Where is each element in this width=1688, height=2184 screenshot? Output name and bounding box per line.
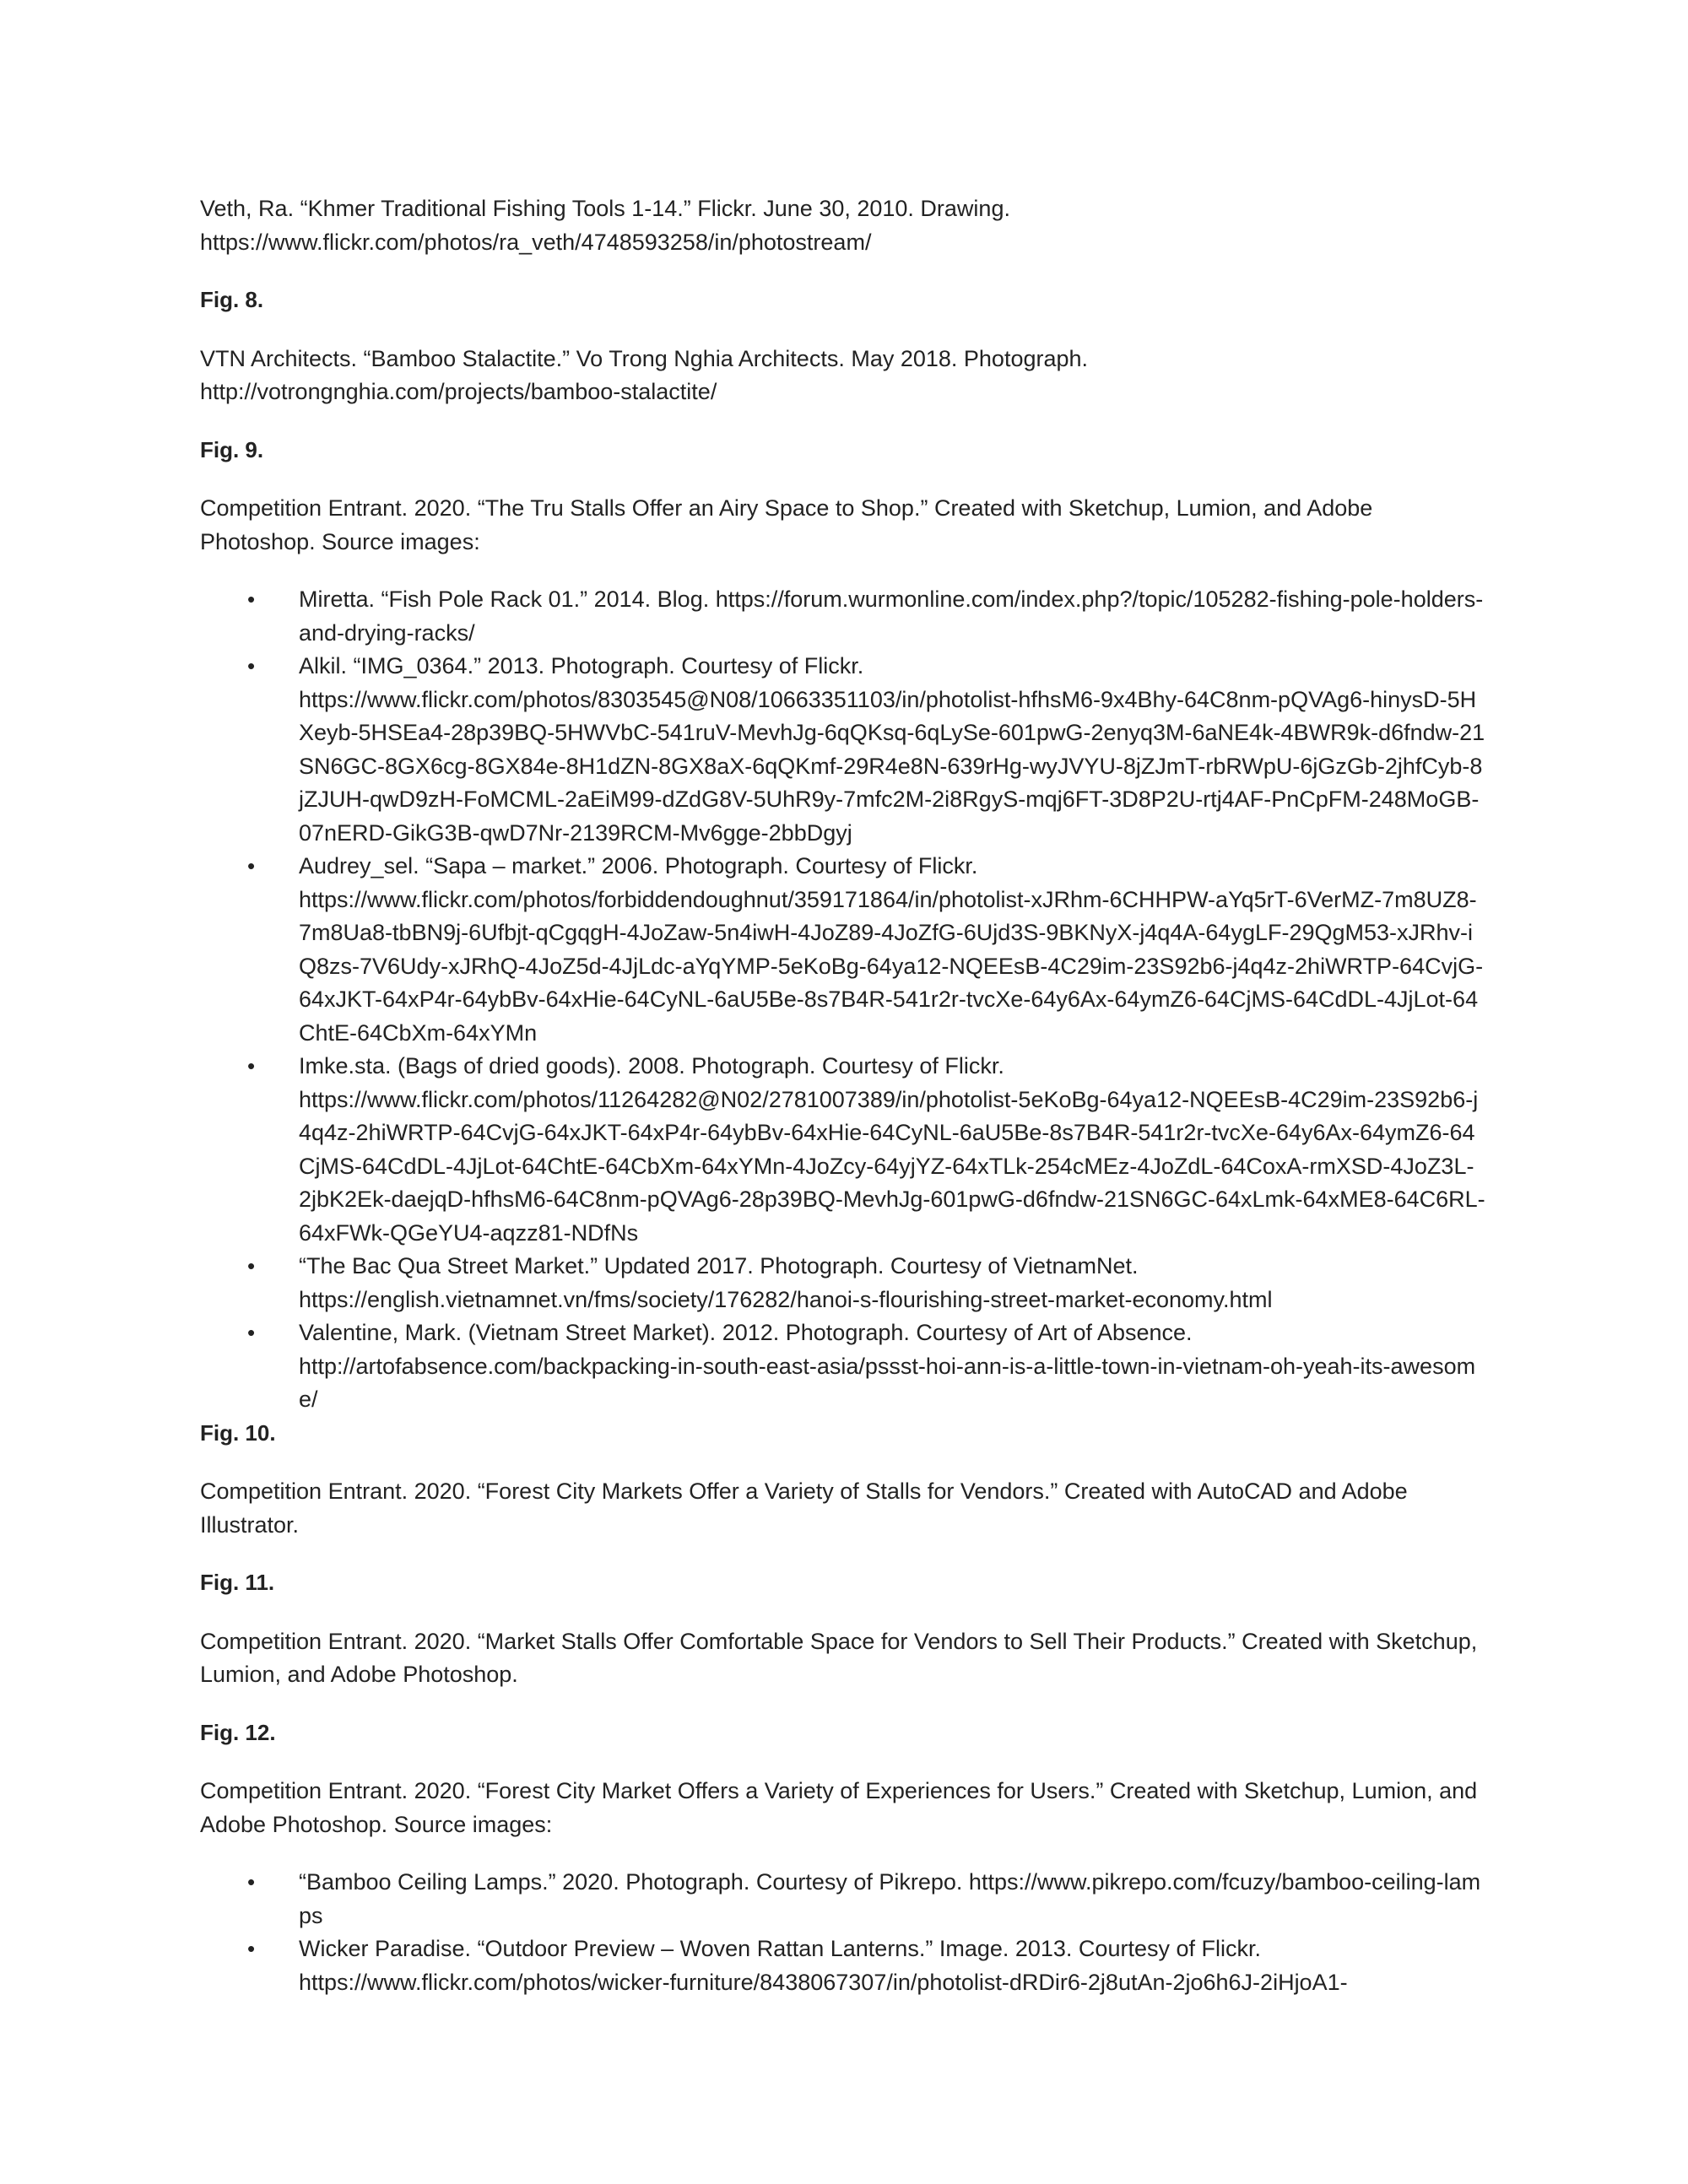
source-text: “The Bac Qua Street Market.” Updated 2017. Photograph. Courtesy of VietnamNet. xyxy=(299,1253,1139,1279)
source-url[interactable]: https://forum.wurmonline.com/index.php?/topic/105282-fishing-pole-holders-and-drying-racks/ xyxy=(299,587,1484,646)
citation-text: Veth, Ra. “Khmer Traditional Fishing Tools 1-14.” Flickr. June 30, 2010. Drawing. xyxy=(200,196,1010,221)
bullet-icon: • xyxy=(247,587,256,612)
citation-url[interactable]: http://votrongnghia.com/projects/bamboo-stalactite/ xyxy=(200,379,717,404)
fig-8-label: Fig. 8. xyxy=(200,287,264,312)
fig-9-source-list xyxy=(200,583,1485,1417)
list-item xyxy=(200,650,1485,850)
entry-fig-10 xyxy=(200,1475,1485,1542)
list-item xyxy=(200,1866,1485,1933)
source-text: Imke.sta. (Bags of dried goods). 2008. Photograph. Courtesy of Flickr. xyxy=(299,1053,1004,1078)
entry-fig-8 xyxy=(200,343,1485,409)
bullet-icon: • xyxy=(247,653,256,678)
entry-fig-11 xyxy=(200,1625,1485,1692)
entry-veth xyxy=(200,192,1485,259)
fig-9-label: Fig. 9. xyxy=(200,436,264,462)
source-url[interactable]: https://english.vietnamnet.vn/fms/society/176282/hanoi-s-flourishing-street-market-economy.html xyxy=(299,1286,1273,1312)
bullet-icon: • xyxy=(247,1053,256,1078)
fig-11-label: Fig. 11. xyxy=(200,1570,275,1595)
source-text: Audrey_sel. “Sapa – market.” 2006. Photograph. Courtesy of Flickr. xyxy=(299,853,978,878)
list-item xyxy=(200,1250,1485,1316)
bullet-icon: • xyxy=(247,1253,256,1279)
entry-fig-12 xyxy=(200,1775,1485,1841)
list-item xyxy=(200,850,1485,1050)
citation-text: Competition Entrant. 2020. “The Tru Stalls Offer an Airy Space to Shop.” Created with Sketchup, Lumion, and Adobe Photoshop. Source images: xyxy=(200,495,1373,554)
source-url[interactable]: https://www.flickr.com/photos/forbiddendoughnut/359171864/in/photolist-xJRhm-6CHHPW-aYq5rT-6VerMZ-7m8UZ8-7m8Ua8-tbBN9j-6Ufbjt-qCgqgH-4JoZaw-5n4iwH-4JoZ89-4JoZfG-6Ujd3S-9BKNyX-j4q4A-64ygLF-29QgM53-xJRhv-iQ8zs-7V6Udy-xJRhQ-4JoZ5d-4JjLdc-aYqYMP-5eKoBg-64ya12-NQEEsB-4C29im-23S92b6-j4q4z-2hiWRTP-64CvjG-64xJKT-64xP4r-64ybBv-64xHie-64CyNL-6aU5Be-8s7B4R-541r2r-tvcXe-64y6Ax-64ymZ6-64CjMS-64CdDL-4JjLot-64ChtE-64CbXm-64xYMn xyxy=(299,886,1484,1046)
list-item xyxy=(200,1050,1485,1250)
source-url[interactable]: http://artofabsence.com/backpacking-in-south-east-asia/pssst-hoi-ann-is-a-little-town-in-vietnam-oh-yeah-its-awesome/ xyxy=(299,1353,1476,1412)
source-text: “Bamboo Ceiling Lamps.” 2020. Photograph. Courtesy of Pikrepo. https://www.pikrepo.com/fcuzy/bamboo-ceiling-lamps xyxy=(299,1869,1481,1928)
citation-text: Competition Entrant. 2020. “Market Stalls Offer Comfortable Space for Vendors to Sell Their Products.” Created with Sketchup, Lumion, and Adobe Photoshop. xyxy=(200,1628,1478,1687)
source-url[interactable]: https://www.flickr.com/photos/wicker-furniture/8438067307/in/photolist-dRDir6-2j8utAn-2jo6h6J-2iHjoA1- xyxy=(299,1969,1348,1995)
source-text: Valentine, Mark. (Vietnam Street Market). 2012. Photograph. Courtesy of Art of Absence. xyxy=(299,1320,1193,1345)
citation-text: Competition Entrant. 2020. “Forest City Markets Offer a Variety of Stalls for Vendors.” Created with AutoCAD and Adobe Illustrator. xyxy=(200,1479,1408,1538)
entry-fig-9 xyxy=(200,492,1485,559)
list-item xyxy=(200,1933,1485,1999)
source-text: Wicker Paradise. “Outdoor Preview – Woven Rattan Lanterns.” Image. 2013. Courtesy of Flickr. xyxy=(299,1936,1261,1961)
list-item xyxy=(200,1316,1485,1417)
fig-12-label: Fig. 12. xyxy=(200,1719,276,1745)
source-text: Miretta. “Fish Pole Rack 01.” 2014. Blog. xyxy=(299,587,710,612)
list-item xyxy=(200,583,1485,650)
bullet-icon: • xyxy=(247,1320,256,1345)
source-url[interactable]: https://www.flickr.com/photos/11264282@N02/2781007389/in/photolist-5eKoBg-64ya12-NQEEsB-4C29im-23S92b6-j4q4z-2hiWRTP-64CvjG-64xJKT-64xP4r-64ybBv-64xHie-64CyNL-6aU5Be-8s7B4R-541r2r-tvcXe-64y6Ax-64ymZ6-64CjMS-64CdDL-4JjLot-64ChtE-64CbXm-64xYMn-4JoZcy-64yjYZ-64xTLk-254cMEz-4JoZdL-64CoxA-rmXSD-4JoZ3L-2jbK2Ek-daejqD-hfhsM6-64C8nm-pQVAg6-28p39BQ-MevhJg-601pwG-d6fndw-21SN6GC-64xLmk-64xME8-64C6RL-64xFWk-QGeYU4-aqzz81-NDfNs xyxy=(299,1086,1485,1246)
bullet-icon: • xyxy=(247,1936,256,1961)
fig-10-label: Fig. 10. xyxy=(200,1419,276,1446)
source-url[interactable]: https://www.flickr.com/photos/8303545@N08/10663351103/in/photolist-hfhsM6-9x4Bhy-64C8nm-pQVAg6-hinysD-5HXeyb-5HSEa4-28p39BQ-5HWVbC-541ruV-MevhJg-6qQKsq-6qLySe-601pwG-2enyq3M-6aNE4k-4BWR9k-d6fndw-21SN6GC-8GX6cg-8GX84e-8H1dZN-8GX8aX-6qQKmf-29R4e8N-639rHg-wyJVYU-8jZJmT-rbRWpU-6jGzGb-2jhfCyb-8jZJUH-qwD9zH-FoMCML-2aEiM99-dZdG8V-5UhR9y-7mfc2M-2i8RgyS-mqj6FT-3D8P2U-rtj4AF-PnCpFM-248MoGB-07nERD-GikG3B-qwD7Nr-2139RCM-Mv6gge-2bbDgyj xyxy=(299,686,1485,846)
fig-12-source-list xyxy=(200,1866,1485,1999)
citation-text: Competition Entrant. 2020. “Forest City Market Offers a Variety of Experiences for Users.” Created with Sketchup, Lumion, and Adobe Photoshop. Source images: xyxy=(200,1778,1478,1837)
citation-text: VTN Architects. “Bamboo Stalactite.” Vo Trong Nghia Architects. May 2018. Photograph. xyxy=(200,345,1089,371)
bullet-icon: • xyxy=(247,1869,256,1895)
bullet-icon: • xyxy=(247,853,256,878)
citation-url[interactable]: https://www.flickr.com/photos/ra_veth/4748593258/in/photostream/ xyxy=(200,229,872,255)
source-text: Alkil. “IMG_0364.” 2013. Photograph. Courtesy of Flickr. xyxy=(299,653,864,678)
